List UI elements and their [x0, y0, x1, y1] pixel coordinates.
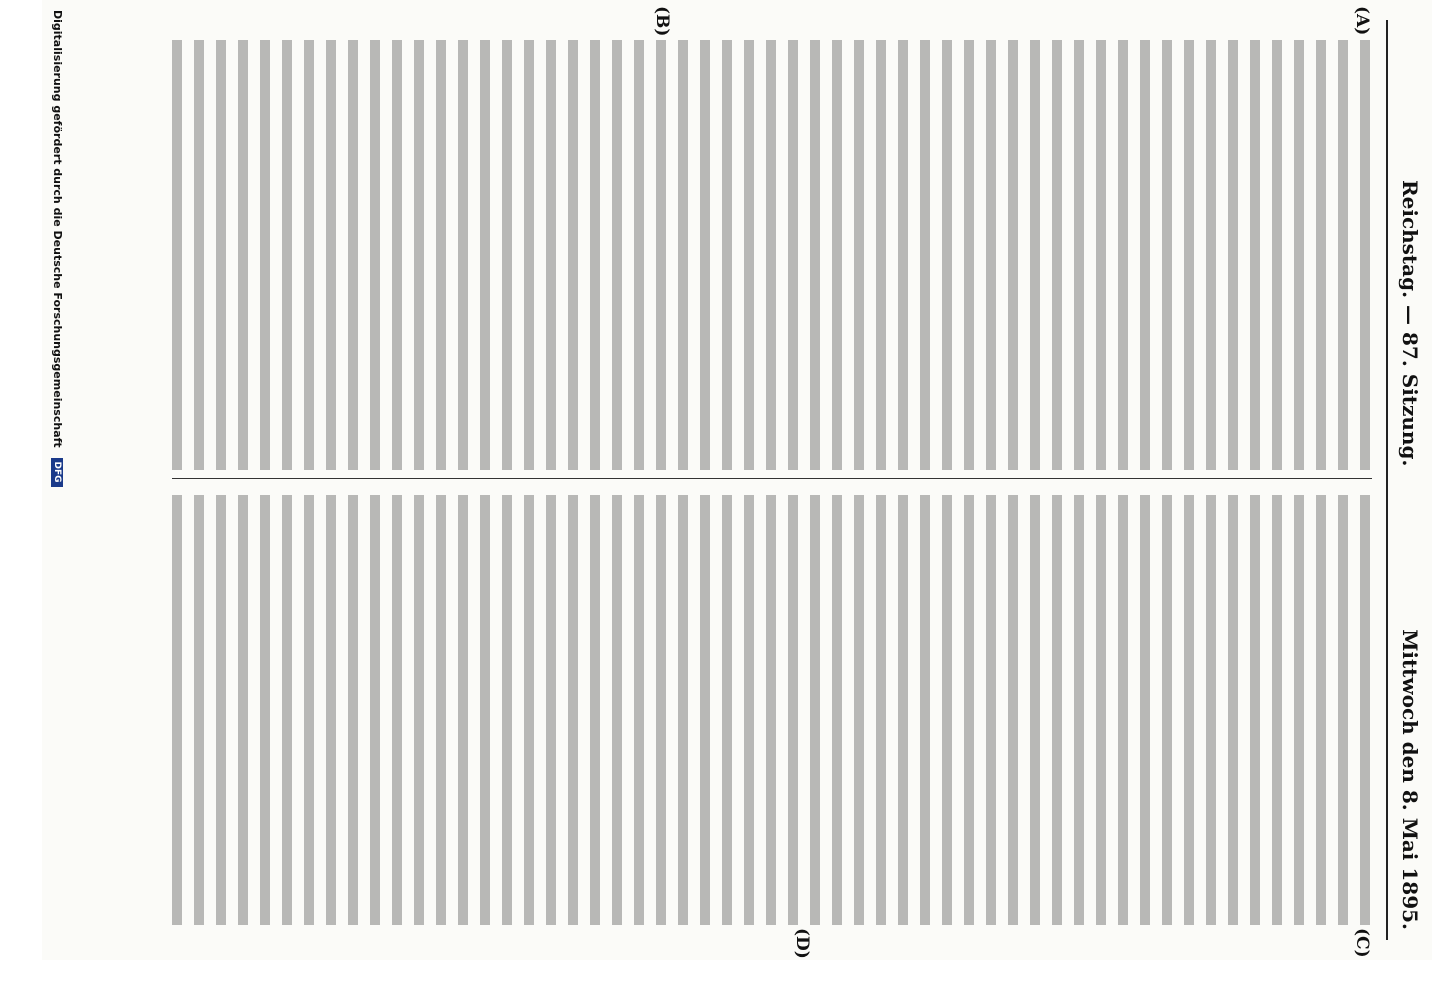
margin-marker-a: (A) — [1352, 6, 1372, 36]
running-header — [1392, 20, 1426, 940]
footer-text: Digitalisierung gefördert durch die Deutsche Forschungsgemeinschaft — [51, 10, 64, 448]
column-divider — [172, 478, 1372, 479]
digitization-footer — [51, 10, 64, 487]
margin-marker-b: (B) — [652, 6, 672, 37]
header-date: Mittwoch den 8. Mai 1895. — [1398, 629, 1422, 930]
left-column — [166, 40, 1376, 470]
header-rule — [1386, 20, 1388, 940]
margin-marker-d: (D) — [792, 928, 812, 959]
margin-marker-c: (C) — [1352, 928, 1372, 958]
dfg-logo: DFG — [51, 458, 63, 487]
header-title: Reichstag. — 87. Sitzung. — [1398, 180, 1422, 467]
document-page — [42, 0, 1432, 960]
left-column-text — [166, 40, 1376, 470]
right-column-text — [166, 495, 1376, 925]
right-column — [166, 495, 1376, 925]
